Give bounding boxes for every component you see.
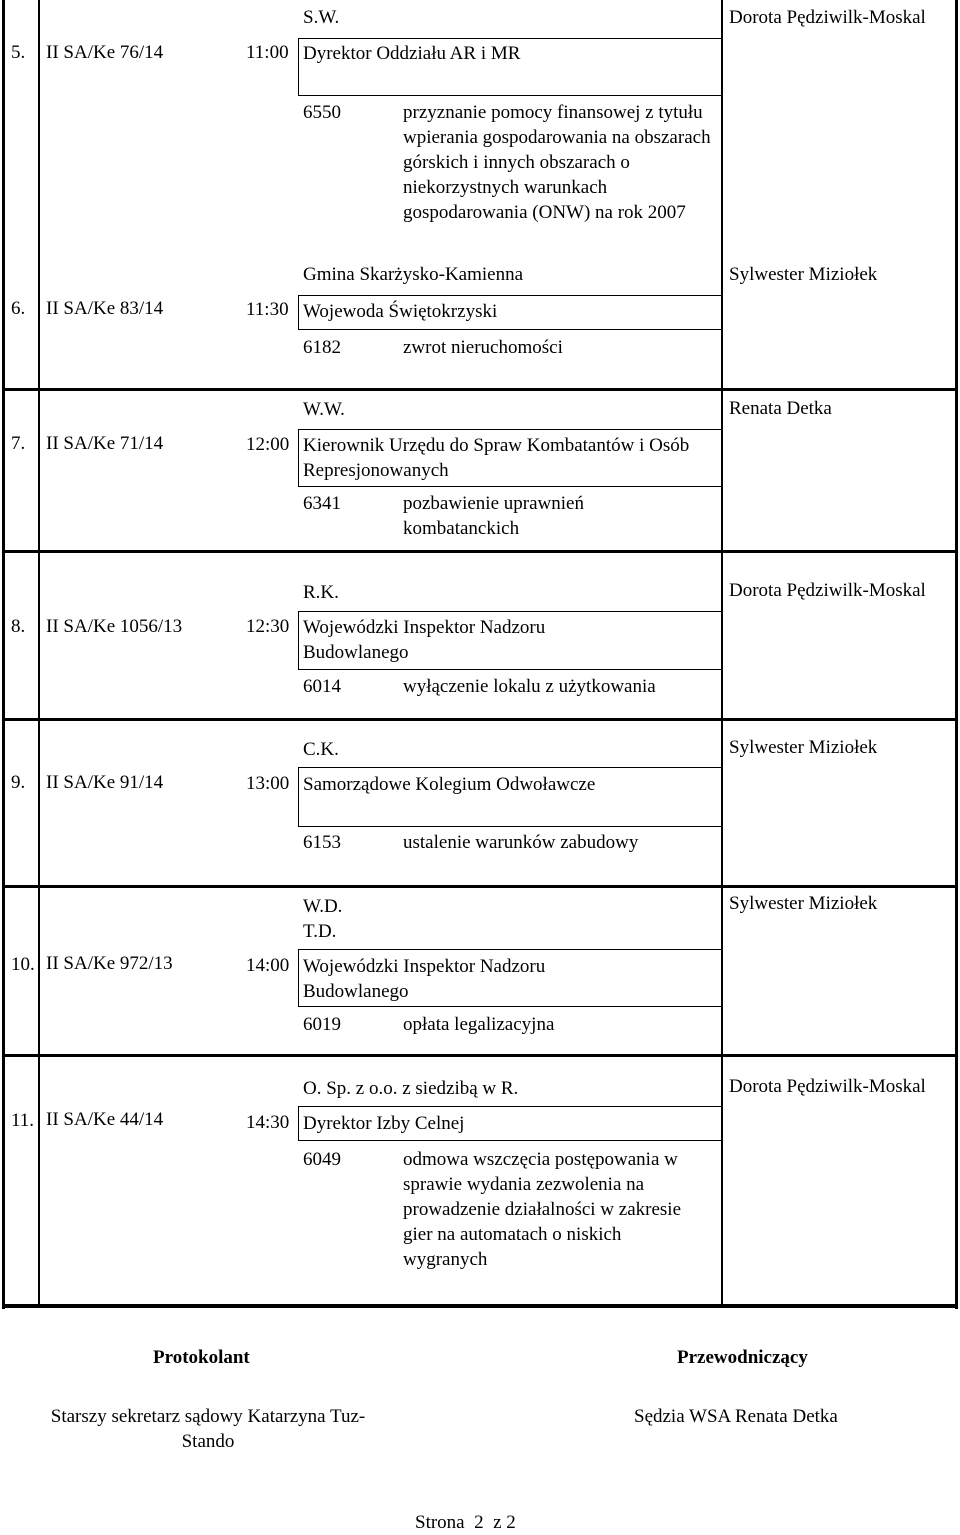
party-box-line: [298, 1106, 721, 1107]
case-number: II SA/Ke 71/14: [46, 433, 164, 454]
subject-code: 6049: [303, 1149, 341, 1170]
party-box-left: [298, 295, 299, 329]
party-box-left: [298, 767, 299, 826]
clerk-title: Protokolant: [153, 1347, 250, 1368]
party-box-line: [298, 767, 721, 768]
row-number: 6.: [11, 298, 26, 319]
page-total: 2: [506, 1512, 516, 1533]
judge-name: Sylwester Miziołek: [729, 893, 878, 914]
judge-name: Sylwester Miziołek: [729, 737, 878, 758]
subject-description: odmowa wszczęcia postępowania w sprawie wydania zezwolenia na prowadzenie działalności w zakresie gier na automatach o niskich wygranych: [403, 1149, 682, 1270]
party-box-left: [298, 611, 299, 669]
party-box-line: [298, 949, 721, 950]
authority-name: Wojewódzki Inspektor Nadzoru Budowlanego: [303, 956, 546, 1002]
party-name: R.K.: [303, 582, 339, 603]
party-box-line: [298, 38, 721, 39]
row-number: 8.: [11, 616, 26, 637]
hearing-time: 11:00: [246, 42, 289, 63]
party-box-left: [298, 949, 299, 1006]
column-divider-case: [38, 0, 40, 1306]
column-divider-judge: [721, 0, 723, 1306]
party-box-line: [298, 1006, 721, 1007]
judge-name: Sylwester Miziołek: [729, 264, 878, 285]
party-box-line: [298, 1140, 721, 1141]
hearing-time: 14:30: [246, 1112, 290, 1133]
subject-description: zwrot nieruchomości: [403, 337, 563, 358]
party-box-line: [298, 95, 721, 96]
party-box-line: [298, 329, 721, 330]
subject-code: 6182: [303, 337, 341, 358]
hearing-time: 12:30: [246, 616, 290, 637]
clerk-name: Starszy sekretarz sądowy Katarzyna Tuz-Stando: [50, 1406, 366, 1452]
judge-name: Dorota Pędziwilk-Moskal: [729, 7, 926, 28]
authority-name: Kierownik Urzędu do Spraw Kombatantów i Osób Represjonowanych: [303, 435, 690, 481]
page-label: Strona: [415, 1512, 465, 1533]
row-separator: [2, 550, 958, 553]
table-right-border: [955, 0, 958, 1309]
subject-description: ustalenie warunków zabudowy: [403, 832, 639, 853]
page-current: 2: [474, 1512, 484, 1533]
party-name: W.W.: [303, 399, 345, 420]
presiding-judge-name: Sędzia WSA Renata Detka: [634, 1406, 838, 1427]
subject-code: 6153: [303, 832, 341, 853]
party-box-line: [298, 486, 721, 487]
row-separator: [2, 1054, 958, 1057]
subject-code: 6019: [303, 1014, 341, 1035]
subject-code: 6014: [303, 676, 341, 697]
party-name: C.K.: [303, 739, 339, 760]
page-number: [415, 1510, 516, 1535]
judge-name: Dorota Pędziwilk-Moskal: [729, 1076, 926, 1097]
authority-name: Dyrektor Izby Celnej: [303, 1113, 465, 1134]
row-separator: [2, 885, 958, 888]
row-number: 11.: [11, 1110, 35, 1131]
subject-code: 6341: [303, 493, 341, 514]
subject-description: przyznanie pomocy finansowej z tytułu wpierania gospodarowania na obszarach górskich i innych obszarach o niekorzystnych warunkach gospodarowania (ONW) na rok 2007: [403, 102, 711, 223]
case-number: II SA/Ke 91/14: [46, 772, 164, 793]
case-number: II SA/Ke 972/13: [46, 953, 173, 974]
party-box-left: [298, 38, 299, 95]
subject-code: 6550: [303, 102, 341, 123]
table-left-border: [2, 0, 5, 1309]
party-box-left: [298, 1106, 299, 1140]
authority-name: Samorządowe Kolegium Odwoławcze: [303, 774, 596, 795]
subject-description: wyłączenie lokalu z użytkowania: [403, 676, 656, 697]
judge-name: Dorota Pędziwilk-Moskal: [729, 580, 926, 601]
authority-name: Wojewoda Świętokrzyski: [303, 301, 498, 322]
party-box-line: [298, 826, 721, 827]
row-number: 9.: [11, 772, 26, 793]
authority-name: Dyrektor Oddziału AR i MR: [303, 43, 521, 64]
hearing-time: 11:30: [246, 299, 289, 320]
party-box-line: [298, 429, 721, 430]
party-box-line: [298, 611, 721, 612]
case-number: II SA/Ke 1056/13: [46, 616, 183, 637]
case-number: II SA/Ke 76/14: [46, 42, 164, 63]
row-separator: [2, 718, 958, 721]
row-number: 10.: [11, 954, 35, 975]
judge-name: Renata Detka: [729, 398, 832, 419]
subject-description: opłata legalizacyjna: [403, 1014, 555, 1035]
party-name: O. Sp. z o.o. z siedzibą w R.: [303, 1078, 519, 1099]
page-separator: z: [493, 1512, 502, 1533]
hearing-time: 12:00: [246, 434, 290, 455]
hearing-time: 13:00: [246, 773, 290, 794]
party-name: Gmina Skarżysko-Kamienna: [303, 264, 524, 285]
party-box-line: [298, 295, 721, 296]
table-bottom-border: [2, 1304, 958, 1308]
party-name: W.D. T.D.: [303, 896, 343, 942]
row-number: 7.: [11, 433, 26, 454]
case-number: II SA/Ke 44/14: [46, 1109, 164, 1130]
case-number: II SA/Ke 83/14: [46, 298, 164, 319]
party-box-left: [298, 429, 299, 486]
party-name: S.W.: [303, 7, 340, 28]
subject-description: pozbawienie uprawnień kombatanckich: [403, 493, 584, 539]
authority-name: Wojewódzki Inspektor Nadzoru Budowlanego: [303, 617, 546, 663]
row-number: 5.: [11, 42, 26, 63]
party-box-line: [298, 669, 721, 670]
row-separator: [2, 388, 958, 391]
presiding-judge-title: Przewodniczący: [677, 1347, 808, 1368]
hearing-time: 14:00: [246, 955, 290, 976]
